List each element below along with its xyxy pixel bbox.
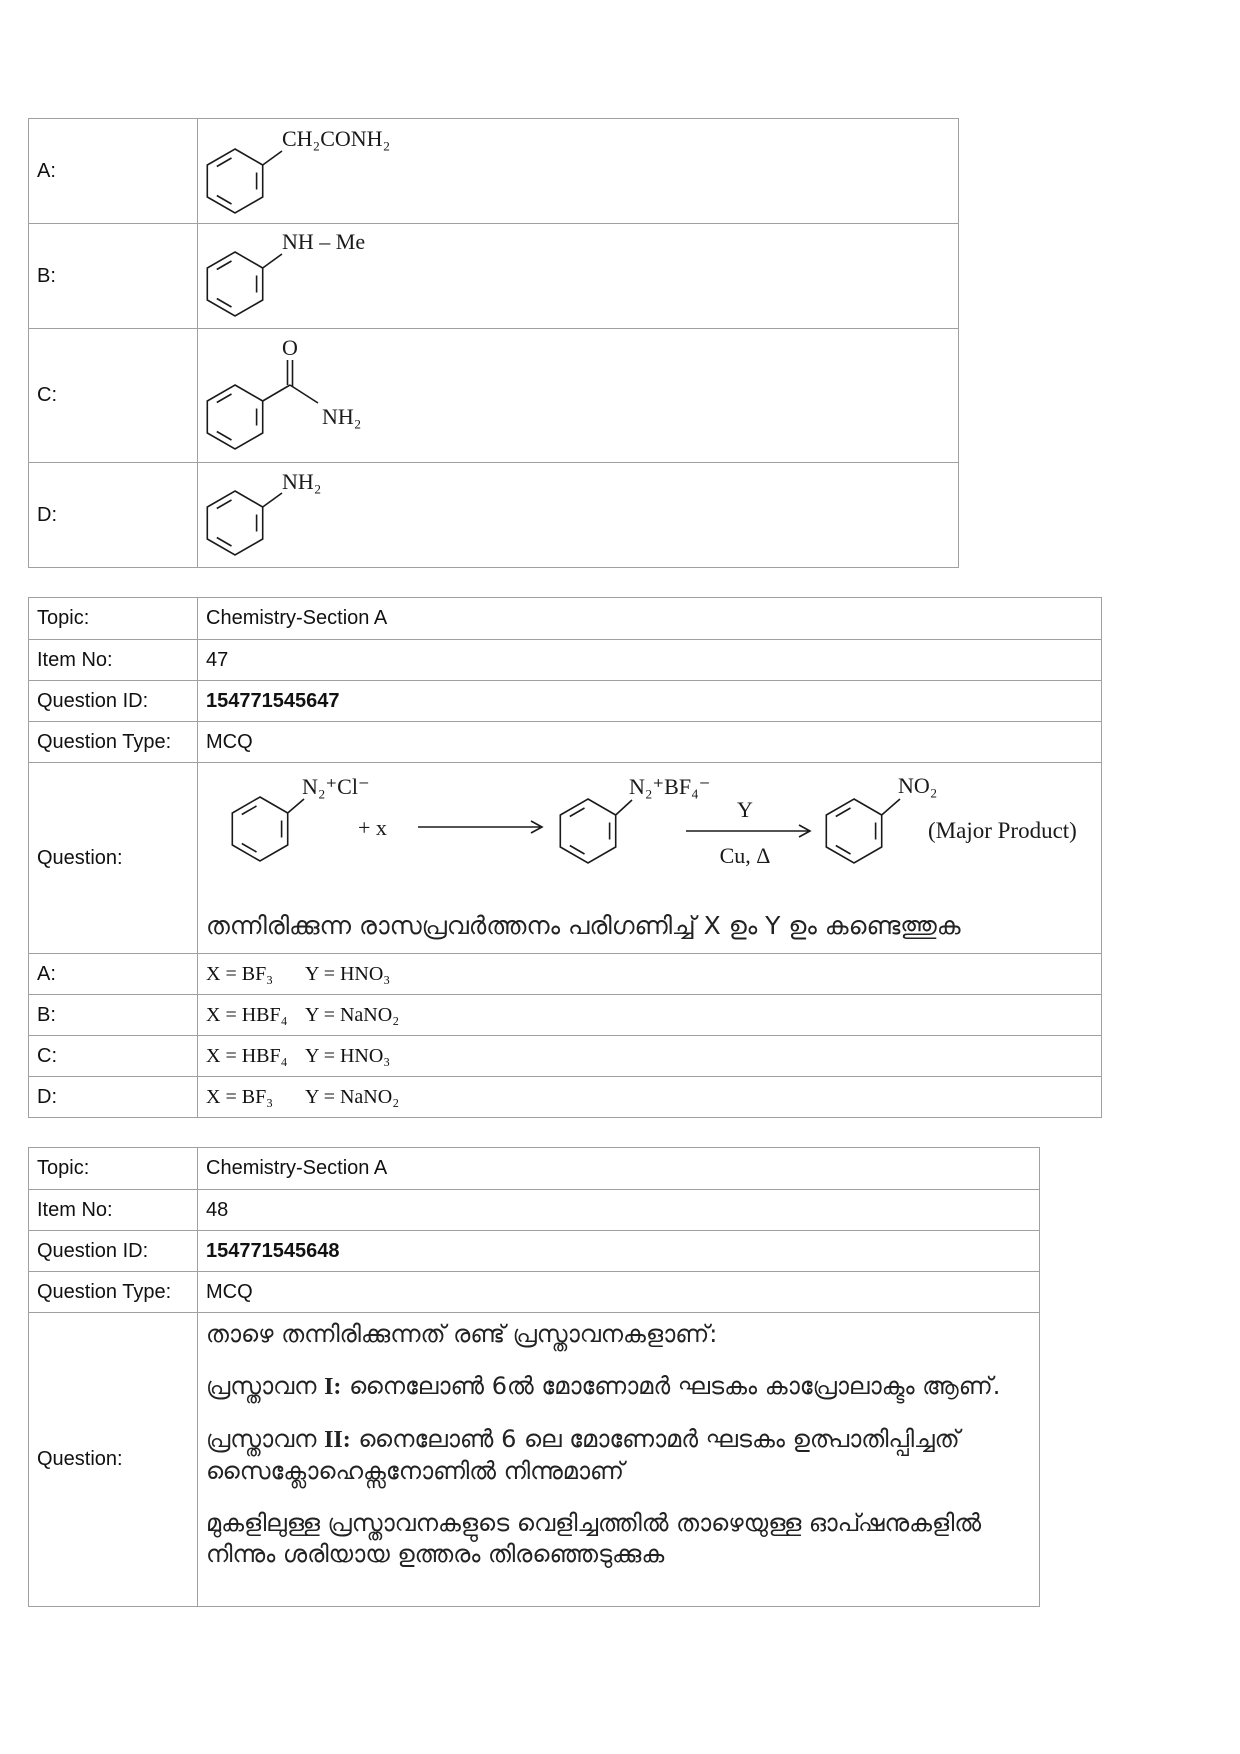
option-c-structure xyxy=(198,329,958,462)
option-structure-cell xyxy=(198,119,959,224)
topic-label: Topic: xyxy=(29,598,198,640)
substituent-bond xyxy=(263,493,282,507)
product-group-label: NO₂ xyxy=(898,773,938,798)
option-structure-cell xyxy=(198,224,959,329)
item-no-value: 48 xyxy=(198,1190,1040,1231)
item-no-label: Item No: xyxy=(29,1190,198,1231)
reactant-benzene-ring xyxy=(232,797,287,861)
oxygen-label: O xyxy=(282,335,298,360)
option-row-b xyxy=(29,224,959,329)
item-no-row xyxy=(29,1190,1040,1231)
substituent-label: NH₂ xyxy=(282,469,322,494)
intermediate-substituent-bond xyxy=(616,800,632,815)
question-text-block xyxy=(206,1313,1031,1606)
question-label: Question: xyxy=(29,1313,198,1607)
option-text xyxy=(198,1036,1102,1077)
option-structure-cell xyxy=(198,329,959,463)
question-id-row xyxy=(29,1231,1040,1272)
option-y-value: Y = HNO₃ xyxy=(305,1044,391,1067)
benzene-ring-hexagon xyxy=(207,491,262,555)
answer-option-row-d xyxy=(29,1077,1102,1118)
statement-numeral: II: xyxy=(324,1427,351,1453)
reagent-y-label: Y xyxy=(737,797,753,822)
benzene-double-bond xyxy=(570,808,585,817)
question-48-table xyxy=(28,1147,1040,1607)
benzene-double-bond xyxy=(217,261,232,270)
question-id-row xyxy=(29,681,1102,722)
option-d-structure xyxy=(198,463,958,567)
reaction-scheme xyxy=(198,763,1101,903)
product-substituent-bond xyxy=(882,799,900,815)
question-row xyxy=(29,763,1102,954)
option-label: D: xyxy=(29,1077,198,1118)
benzene-ring-hexagon xyxy=(826,799,881,863)
option-label: D: xyxy=(29,463,198,568)
option-structure-cell xyxy=(198,463,959,568)
option-label: B: xyxy=(29,224,198,329)
benzene-double-bond xyxy=(217,394,232,403)
question-type-row xyxy=(29,1272,1040,1313)
question-content-cell xyxy=(198,1313,1040,1607)
question-type-value: MCQ xyxy=(198,722,1102,763)
question-row xyxy=(29,1313,1040,1607)
option-a-structure xyxy=(198,119,958,223)
option-y-value: Y = NaNO₂ xyxy=(305,1003,400,1026)
question-type-row xyxy=(29,722,1102,763)
question-type-value: MCQ xyxy=(198,1272,1040,1313)
option-b-structure xyxy=(198,224,958,328)
substituent-label: NH – Me xyxy=(282,229,366,254)
option-text xyxy=(198,995,1102,1036)
statement-numeral: I: xyxy=(324,1374,342,1400)
question-type-label: Question Type: xyxy=(29,1272,198,1313)
topic-row xyxy=(29,1148,1040,1190)
statement-1 xyxy=(206,1371,1031,1403)
benzene-double-bond xyxy=(570,846,585,855)
benzene-double-bond xyxy=(217,500,232,509)
item-no-label: Item No: xyxy=(29,640,198,681)
answer-option-row-c xyxy=(29,1036,1102,1077)
question-text: തന്നിരിക്കുന്ന രാസപ്രവർത്തനം പരിഗണിച്ച് X ഉം Y ഉം കണ്ടെത്തുക xyxy=(206,911,961,940)
reactant-group-label: N₂⁺Cl⁻ xyxy=(302,774,370,799)
product-benzene-ring xyxy=(826,799,881,863)
benzene-double-bond xyxy=(217,538,232,547)
option-row-c xyxy=(29,329,959,463)
answer-option-row-a xyxy=(29,954,1102,995)
benzene-ring xyxy=(207,491,262,555)
question-type-label: Question Type: xyxy=(29,722,198,763)
benzene-double-bond xyxy=(217,432,232,441)
intermediate-group-label: N₂⁺BF₄⁻ xyxy=(629,774,711,799)
option-label: A: xyxy=(29,119,198,224)
option-y-value: Y = NaNO₂ xyxy=(305,1085,400,1108)
answer-option-row-b xyxy=(29,995,1102,1036)
item-no-row xyxy=(29,640,1102,681)
benzene-double-bond xyxy=(217,299,232,308)
benzene-double-bond xyxy=(836,808,851,817)
topic-row xyxy=(29,598,1102,640)
item-no-value: 47 xyxy=(198,640,1102,681)
benzene-double-bond xyxy=(217,196,232,205)
substituent-label: CH₂CONH₂ xyxy=(282,126,391,151)
benzene-double-bond xyxy=(836,846,851,855)
statement-2 xyxy=(206,1424,1031,1487)
option-label: C: xyxy=(29,329,198,463)
benzene-ring xyxy=(207,252,262,316)
benzene-ring-hexagon xyxy=(207,385,262,449)
major-product-note: (Major Product) xyxy=(928,818,1077,843)
option-y-value: Y = HNO₃ xyxy=(305,962,391,985)
benzene-ring xyxy=(207,149,262,213)
statement-prefix: പ്രസ്താവന xyxy=(206,1372,317,1400)
statement-text: നൈലോൺ 6 ലെ മോണോമർ ഘടകം ഉത്പാതിപ്പിച്ചത് സൈക്ലോഹെക്സനോണിൽ നിന്നുമാണ് xyxy=(206,1425,960,1485)
topic-value: Chemistry-Section A xyxy=(198,1148,1040,1190)
benzene-ring xyxy=(207,385,262,449)
statement-text: നൈലോൺ 6ൽ മോണോമർ ഘടകം കാപ്രോലാക്ടം ആണ്. xyxy=(349,1372,1001,1400)
previous-question-options-table xyxy=(28,118,959,568)
ring-carbonyl-bond xyxy=(263,385,290,401)
option-x-value: X = HBF₄ xyxy=(206,1044,288,1067)
question-content-cell xyxy=(198,763,1102,954)
carbon-nitrogen-bond xyxy=(290,385,318,403)
benzene-double-bond xyxy=(242,806,257,815)
topic-label: Topic: xyxy=(29,1148,198,1190)
statement-prefix: പ്രസ്താവന xyxy=(206,1425,317,1453)
question-intro: താഴെ തന്നിരിക്കുന്നത് രണ്ട് പ്രസ്താവനകളാണ്: xyxy=(206,1320,718,1348)
benzene-ring-hexagon xyxy=(232,797,287,861)
reactant-substituent-bond xyxy=(288,799,304,813)
question-instruction: മുകളിലുള്ള പ്രസ്താവനകളുടെ വെളിച്ചത്തിൽ താഴെയുള്ള ഓപ്ഷനുകളിൽ നിന്നും ശരിയായ ഉത്തരം തിരഞ്ഞെടുക്കുക xyxy=(206,1509,982,1568)
question-id-label: Question ID: xyxy=(29,1231,198,1272)
intermediate-benzene-ring xyxy=(560,799,615,863)
question-id-value: 154771545647 xyxy=(198,681,1102,722)
option-x-value: X = HBF₄ xyxy=(206,1003,288,1026)
question-id-value: 154771545648 xyxy=(198,1231,1040,1272)
substituent-bond xyxy=(263,254,282,268)
benzene-ring-hexagon xyxy=(560,799,615,863)
option-label: B: xyxy=(29,995,198,1036)
option-label: A: xyxy=(29,954,198,995)
question-id-label: Question ID: xyxy=(29,681,198,722)
benzene-double-bond xyxy=(217,158,232,167)
question-label: Question: xyxy=(29,763,198,954)
question-47-table xyxy=(28,597,1102,1118)
option-text xyxy=(198,1077,1102,1118)
benzene-ring-hexagon xyxy=(207,149,262,213)
benzene-ring-hexagon xyxy=(207,252,262,316)
option-label: C: xyxy=(29,1036,198,1077)
condition-label: Cu, Δ xyxy=(719,843,771,868)
option-x-value: X = BF₃ xyxy=(206,962,274,985)
option-row-a xyxy=(29,119,959,224)
topic-value: Chemistry-Section A xyxy=(198,598,1102,640)
substituent-bond xyxy=(263,151,282,165)
amide-group-label: NH₂ xyxy=(322,404,362,429)
option-x-value: X = BF₃ xyxy=(206,1085,274,1108)
option-row-d xyxy=(29,463,959,568)
reagent-x-label: + x xyxy=(358,815,387,840)
option-text xyxy=(198,954,1102,995)
benzene-double-bond xyxy=(242,844,257,853)
